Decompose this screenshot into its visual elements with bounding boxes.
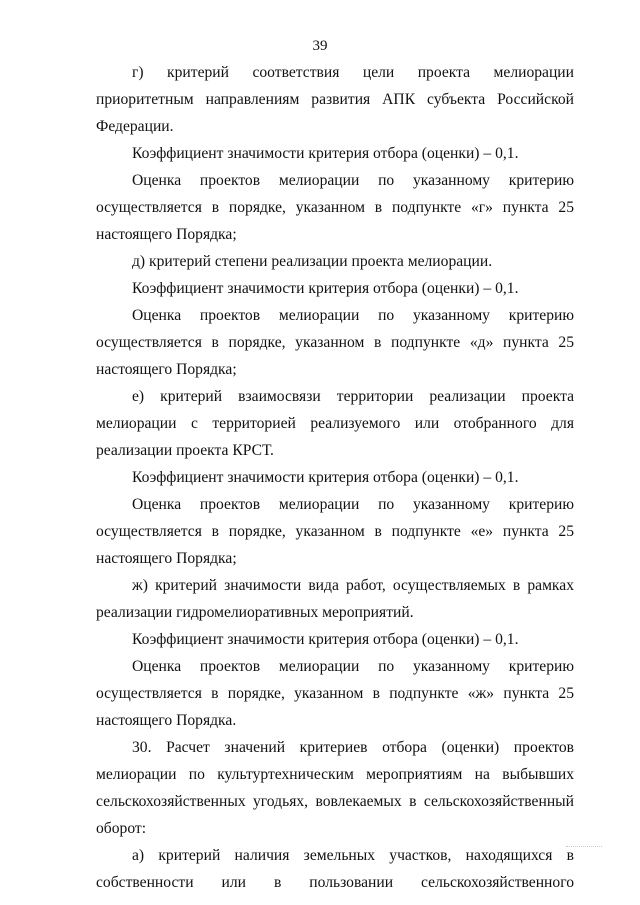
page-number: 39 (312, 38, 328, 54)
paragraph-zh-criterion: ж) критерий значимости вида работ, осуществляемых в рамках реализации гидромелиоративных мероприятий. (96, 577, 574, 621)
paragraph-item-30-a: а) критерий наличия земельных участков, находящихся в собственности или в пользовании сельскохозяйственного (96, 847, 574, 891)
paragraph-g-coefficient: Коэффициент значимости критерия отбора (оценки) – 0,1. (132, 145, 519, 162)
paragraph-d-coefficient: Коэффициент значимости критерия отбора (оценки) – 0,1. (132, 280, 519, 297)
paragraph-g-assessment: Оценка проектов мелиорации по указанному критерию осуществляется в порядке, указанном в подпункте «г» пункта 25 настоящего Порядка; (96, 172, 574, 243)
paragraph-zh-assessment: Оценка проектов мелиорации по указанному критерию осуществляется в порядке, указанном в подпункте «ж» пункта 25 настоящего Порядка. (96, 658, 574, 729)
paragraph-d-criterion: д) критерий степени реализации проекта мелиорации. (132, 253, 493, 270)
paragraph-d-assessment: Оценка проектов мелиорации по указанному критерию осуществляется в порядке, указанном в подпункте «д» пункта 25 настоящего Порядка; (96, 307, 574, 378)
paragraph-g-criterion: г) критерий соответствия цели проекта мелиорации приоритетным направлениям развития АПК субъекта Российской Федерации. (96, 64, 574, 135)
paragraph-e-criterion: е) критерий взаимосвязи территории реализации проекта мелиорации с территорией реализуемого или отобранного для реализации проекта КРСТ. (96, 388, 574, 459)
paragraph-item-30: 30. Расчет значений критериев отбора (оценки) проектов мелиорации по культуртехническим мероприятиям на выбывших сельскохозяйственных угодьях, вовлекаемых в сельскохозяйственный оборот: (96, 739, 574, 837)
paragraph-zh-coefficient: Коэффициент значимости критерия отбора (оценки) – 0,1. (132, 631, 519, 648)
paragraph-e-coefficient: Коэффициент значимости критерия отбора (оценки) – 0,1. (132, 469, 519, 486)
scan-artifact (566, 846, 602, 851)
paragraph-e-assessment: Оценка проектов мелиорации по указанному критерию осуществляется в порядке, указанном в подпункте «е» пункта 25 настоящего Порядка; (96, 496, 574, 567)
document-body (96, 59, 574, 896)
